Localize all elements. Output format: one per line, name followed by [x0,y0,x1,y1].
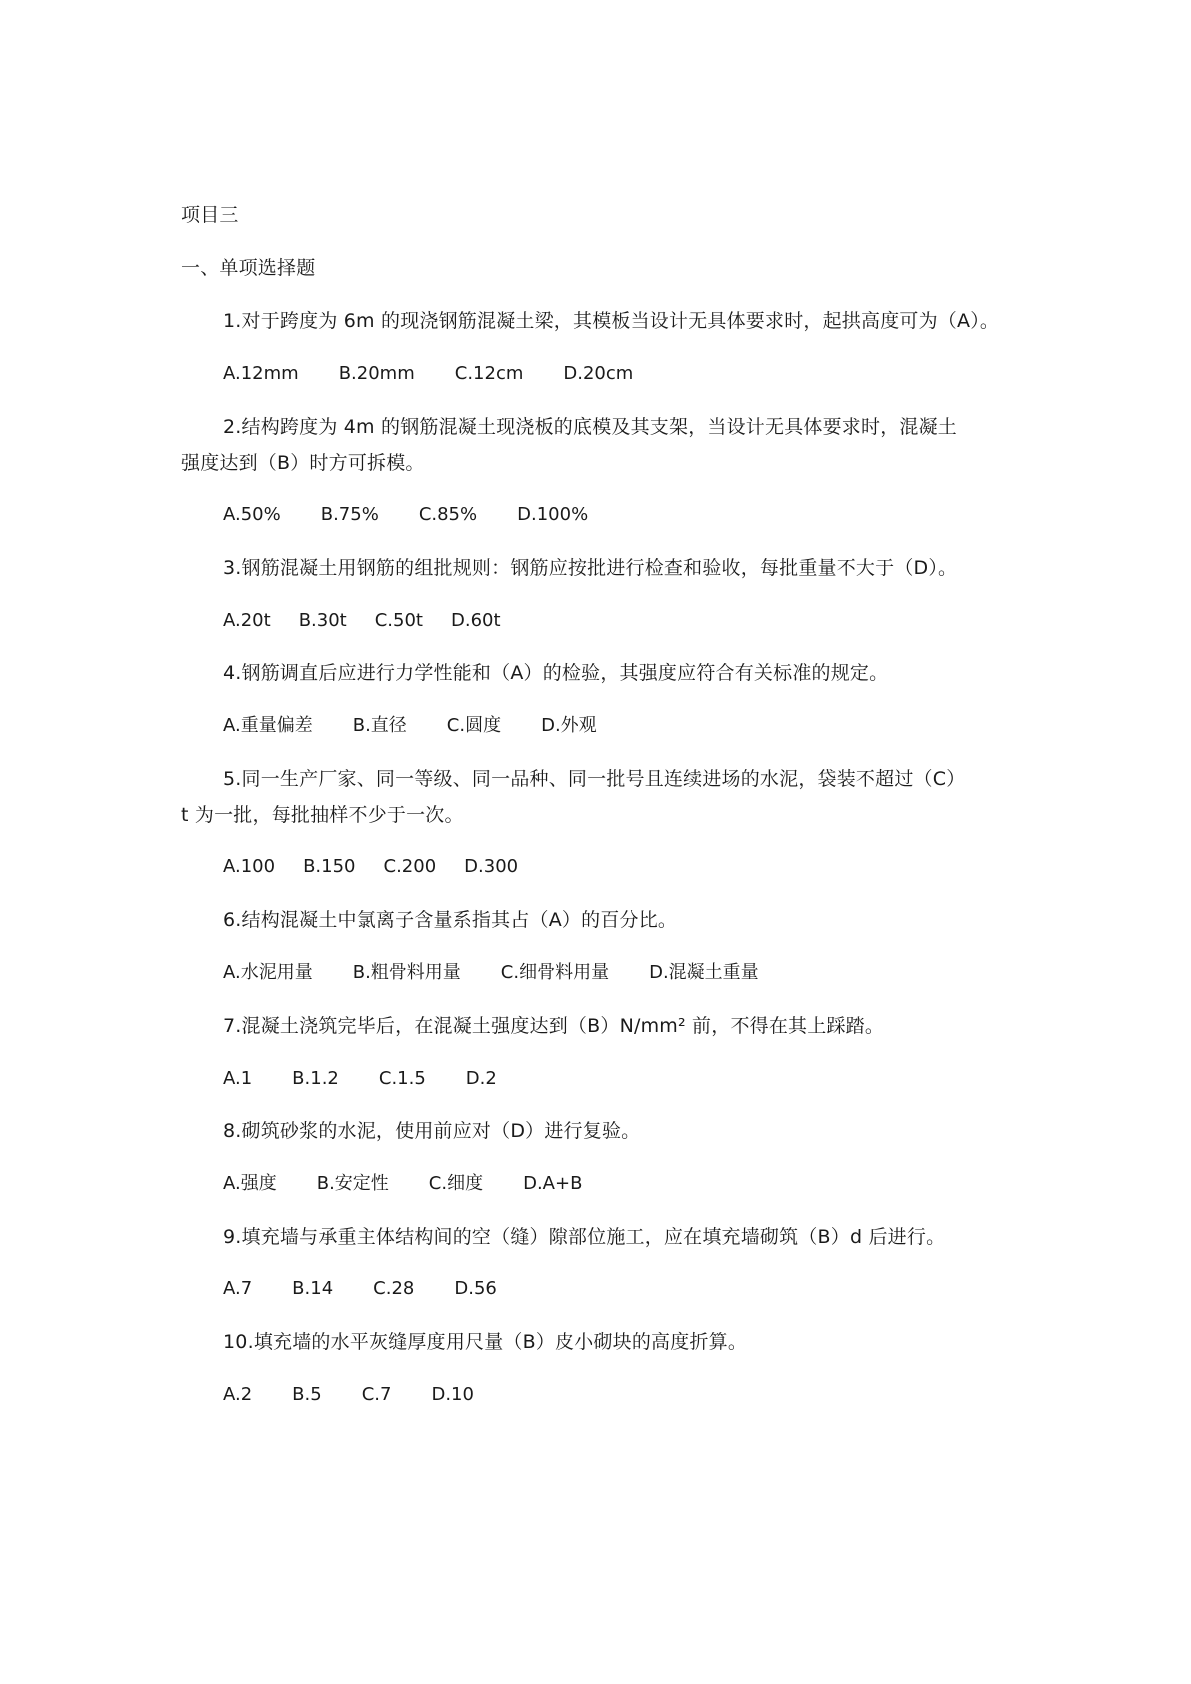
question-1-text: 1.对于跨度为 6m 的现浇钢筋混凝土梁，其模板当设计无具体要求时，起拱高度可为（A）。 [223,310,1000,332]
option-b: B.安定性 [316,1173,389,1194]
option-b: B.5 [292,1384,322,1405]
option-d: D.20cm [563,363,634,384]
option-a: A.100 [223,856,276,877]
option-d: D.外观 [541,715,597,736]
question-7-text: 7.混凝土浇筑完毕后，在混凝土强度达到（B）N/mm² 前，不得在其上踩踏。 [223,1015,885,1037]
question-2-text-line1: 2.结构跨度为 4m 的钢筋混凝土现浇板的底模及其支架，当设计无具体要求时，混凝土 [223,416,958,438]
question-4-text: 4.钢筋调直后应进行力学性能和（A）的检验，其强度应符合有关标准的规定。 [223,662,889,684]
question-3-text: 3.钢筋混凝土用钢筋的组批规则：钢筋应按批进行检查和验收，每批重量不大于（D）。 [223,557,958,579]
option-c: C.细度 [428,1173,484,1194]
question-5-options [223,855,546,879]
question-5-text-line1: 5.同一生产厂家、同一等级、同一品种、同一批号且连续进场的水泥，袋装不超过（C） [223,768,966,790]
option-c: C.7 [361,1384,392,1405]
option-d: D.60t [451,610,501,631]
question-1-options [223,362,673,386]
option-b: B.粗骨料用量 [352,962,461,983]
option-b: B.直径 [352,715,407,736]
question-10-options [223,1383,514,1407]
question-5-text-line2: t 为一批，每批抽样不少于一次。 [181,804,464,826]
question-8-text: 8.砌筑砂浆的水泥，使用前应对（D）进行复验。 [223,1120,641,1142]
option-a: A.强度 [223,1173,277,1194]
question-3-options [223,609,529,633]
option-d: D.100% [517,504,589,525]
option-a: A.7 [223,1278,253,1299]
question-6-options [223,961,799,985]
option-b: B.1.2 [292,1068,339,1089]
option-d: D.300 [464,856,519,877]
option-d: D.56 [454,1278,497,1299]
project-title: 项目三 [181,204,239,226]
option-c: C.圆度 [446,715,502,736]
question-6-text: 6.结构混凝土中氯离子含量系指其占（A）的百分比。 [223,909,678,931]
option-c: C.细骨料用量 [500,962,610,983]
option-b: B.75% [320,504,379,525]
option-d: D.A+B [523,1173,583,1194]
option-b: B.150 [303,856,356,877]
option-b: B.14 [292,1278,334,1299]
option-c: C.1.5 [378,1068,426,1089]
question-10-text: 10.填充墙的水平灰缝厚度用尺量（B）皮小砌块的高度折算。 [223,1331,748,1353]
option-c: C.28 [373,1278,415,1299]
option-d: D.混凝土重量 [649,962,759,983]
option-c: C.85% [418,504,478,525]
option-a: A.1 [223,1068,253,1089]
question-2-options [223,503,628,527]
option-b: B.20mm [338,363,415,384]
question-9-options [223,1277,537,1301]
question-9-text: 9.填充墙与承重主体结构间的空（缝）隙部位施工，应在填充墙砌筑（B）d 后进行。 [223,1226,946,1248]
option-d: D.10 [431,1384,474,1405]
question-2-text-line2: 强度达到（B）时方可拆模。 [181,452,425,474]
question-8-options [223,1172,622,1196]
option-a: A.20t [223,610,271,631]
question-4-options [223,714,637,738]
option-b: B.30t [298,610,347,631]
option-a: A.重量偏差 [223,715,313,736]
option-c: C.200 [383,856,437,877]
option-c: C.12cm [454,363,524,384]
option-a: A.50% [223,504,281,525]
section-title: 一、单项选择题 [181,257,316,279]
option-d: D.2 [465,1068,497,1089]
option-a: A.12mm [223,363,299,384]
option-c: C.50t [374,610,423,631]
option-a: A.2 [223,1384,253,1405]
option-a: A.水泥用量 [223,962,313,983]
question-7-options [223,1067,537,1091]
